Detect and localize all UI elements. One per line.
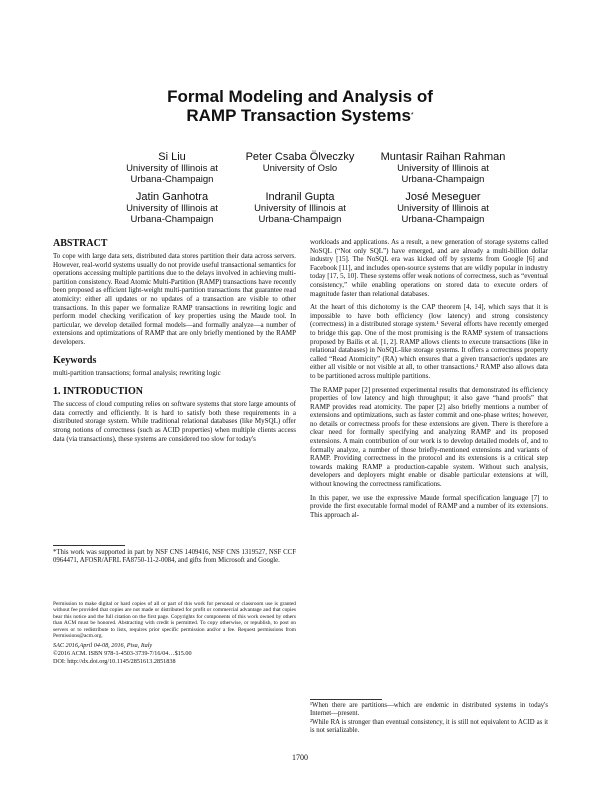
- author-affiliation: University of Illinois at: [397, 203, 489, 214]
- author-affiliation: Urbana-Champaign: [130, 213, 214, 225]
- abstract-text: To cope with large data sets, distributed data stores partition their data across servers. However, real-world systems usually do not provide useful transactional semantics for operations accessing multiple partitions due to the delays involved in achieving multi-partition consistency. Read Atomic Multi-Partition (RAMP) transactions have recently been proposed as efficient light-weight multi-partition transactions that guarantee read atomicity: either all updates or no updates of a transaction are visible to other transactions. In this paper we formalize RAMP transactions in rewriting logic and perform model checking verification of key properties using the Maude tool. In particular, we develop detailed formal models—and formally analyze—a number of extensions and optimizations of RAMP that are only briefly mentioned by the RAMP developers.: [53, 252, 296, 346]
- permission-text: Permission to make digital or hard copies of all or part of this work for personal or classroom use is granted without fee provided that copies are not made or distributed for profit or commercial advantage and that copies bear this notice and the full citation on the first page. Copyrights for components of this work owned by others than ACM must be honored. Abstracting with credit is permitted. To copy otherwise, or republish, to post on servers or to redistribute to lists, requires prior specific permission and/or a fee. Request permissions from Permissions@acm.org.: [53, 601, 296, 640]
- introduction-heading: 1. INTRODUCTION: [53, 386, 144, 398]
- page-number: 1700: [292, 753, 308, 762]
- left-column: [53, 238, 296, 446]
- author-affiliation: Urbana-Champaign: [258, 213, 342, 225]
- body-paragraph: In this paper, we use the expressive Maude formal specification language [7] to provide the first executable formal model of RAMP and a number of its extensions. This approach al-: [310, 493, 548, 519]
- author-name: Si Liu: [158, 151, 186, 163]
- author-block: [220, 191, 380, 225]
- author-affiliation: Urbana-Champaign: [401, 173, 485, 185]
- author-affiliation: Urbana-Champaign: [130, 173, 214, 185]
- footnote-1: ¹When there are partitions—which are endemic in distributed systems in today's Internet—present.: [310, 702, 548, 717]
- author-affiliation: University of Oslo: [262, 163, 338, 174]
- footnote-2: ²While RA is stronger than eventual consistency, it is still not equivalent to ACID as it is not serializable.: [310, 719, 548, 734]
- doi-line: DOI: http://dx.doi.org/10.1145/2851613.2851838: [53, 658, 176, 666]
- abstract-heading: ABSTRACT: [53, 238, 108, 249]
- author-name: Jatin Ganhotra: [135, 191, 209, 203]
- title-line-2: RAMP Transaction Systems*: [186, 106, 414, 125]
- body-paragraph: The RAMP paper [2] presented experimental results that demonstrated its efficiency properties of low latency and high throughput; it also gave “hand proofs” that RAMP provides read atomicity. The paper [2] also briefly mentions a number of extensions and optimizations, such as faster commit and one-phase writes; however, no details or correctness proofs for these extensions are given. There is therefore a clear need for formally specifying and analyzing RAMP and its proposed extensions. A main contribution of our work is to develop detailed models of, and to formally analyze, a number of those briefly-mentioned extensions and variants of RAMP. Providing correctness in the protocol and its extensions is a critical step towards making RAMP a production-capable system. Without such analysis, developers and deployers might enable or disable particular extensions at will, without knowing the correctness ramifications.: [310, 385, 548, 489]
- title-line-1: Formal Modeling and Analysis of: [167, 87, 433, 106]
- conference-line: SAC 2016,April 04-08, 2016, Pisa, Italy: [53, 642, 153, 650]
- author-affiliation: University of Illinois at: [126, 203, 218, 214]
- copyright-line: ©2016 ACM. ISBN 978-1-4503-3739-7/16/04…$15.00: [53, 650, 192, 658]
- author-affiliation: University of Illinois at: [126, 163, 218, 174]
- right-footnotes: [310, 702, 548, 735]
- permission-notice: [53, 601, 296, 666]
- author-block: [220, 151, 380, 175]
- funding-footnote: *This work was supported in part by NSF CNS 1409416, NSF CNS 1319527, NSF CCF 0964471, AFOSR/AFRL FA8750-11-2-0084, and gifts from Microsoft and Google.: [53, 549, 296, 564]
- author-name: Indranil Gupta: [265, 191, 335, 203]
- footnote-rule: [53, 545, 125, 546]
- author-affiliation: University of Illinois at: [254, 203, 346, 214]
- author-affiliation: University of Illinois at: [397, 163, 489, 174]
- paper-title: [0, 87, 600, 125]
- author-affiliation: Urbana-Champaign: [401, 213, 485, 225]
- keywords-text: multi-partition transactions; formal analysis; rewriting logic: [53, 368, 221, 377]
- author-block: [363, 151, 523, 185]
- keywords-heading: Keywords: [53, 354, 97, 366]
- footnote-rule: [310, 699, 382, 700]
- body-paragraph: workloads and applications. As a result, a new generation of storage systems called NoSQL (“Not only SQL”) have emerged, and are already a multi-billion dollar industry [15]. The NoSQL era was kicked off by systems from Google [6] and Facebook [11], and includes open-source systems that are wildly popular in industry today [17, 5, 10]. These systems offer weak notions of correctness, such as “eventual consistency,” while enabling operations on stored data to execute orders of magnitude faster than relational databases.: [310, 238, 548, 298]
- introduction-paragraph: The success of cloud computing relies on software systems that store large amounts of data correctly and efficiently. It is hard to satisfy both these requirements in a distributed storage system. While traditional relational databases (like MySQL) offer strong notions of correctness (such as ACID properties) when multiple clients access data (via transactions), these systems are considered too slow for today's: [53, 400, 296, 443]
- author-name: Muntasir Raihan Rahman: [380, 151, 506, 163]
- right-column: [310, 238, 548, 522]
- author-name: José Meseguer: [405, 191, 481, 203]
- body-paragraph: At the heart of this dichotomy is the CAP theorem [4, 14], which says that it is impossible to have both efficiency (low latency) and strong consistency (correctness) in a distributed storage system.¹ Several efforts have recently emerged to bridge this gap. One of the most promising is the RAMP system of transactions proposed by Bailis et al. [1, 2]. RAMP allows clients to execute transactions (like in relational databases) in NoSQL-like storage systems. It offers a correctness property called “Read Atomicity” (RA) which ensures that a given transaction's updates are either all visible or not visible at all, to other transactions.² RAMP also allows data to be partitioned across multiple partitions.: [310, 303, 548, 380]
- author-name: Peter Csaba Ölveczky: [245, 151, 355, 163]
- author-block: [363, 191, 523, 225]
- title-footnote-mark: *: [410, 112, 414, 119]
